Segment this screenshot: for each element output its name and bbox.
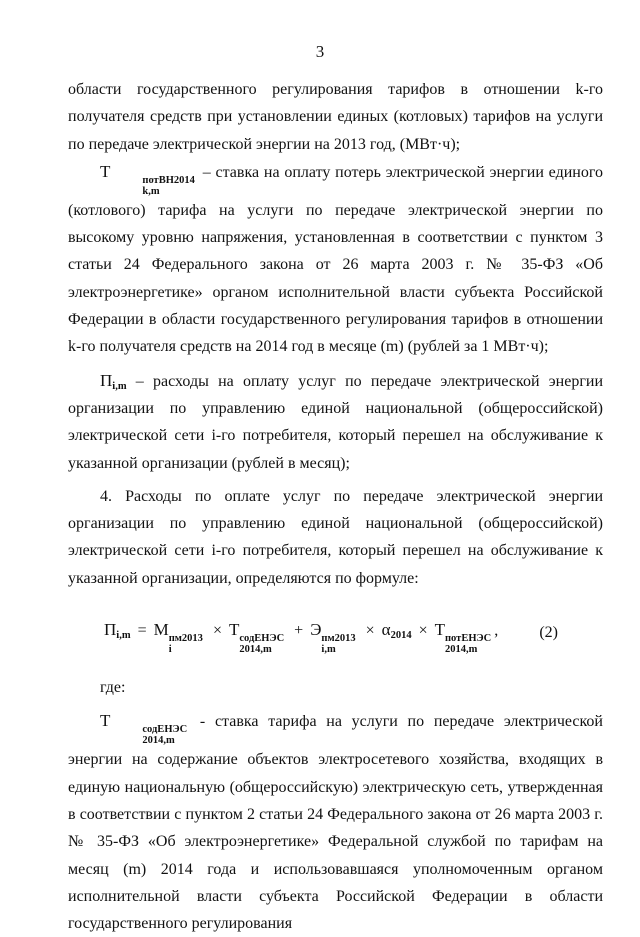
- paragraph-continuation: [68, 76, 603, 158]
- term-M-superscript: пм2013: [168, 633, 203, 645]
- formula-comma: ,: [494, 622, 499, 640]
- formula-term-T-sod: T: [228, 620, 240, 640]
- times-sign: ×: [365, 622, 375, 640]
- term-T-sod-subscript: 2014,m: [239, 644, 272, 656]
- symbol-T: T: [100, 161, 111, 181]
- formula-lhs-subscript: i,m: [116, 630, 131, 642]
- symbol-P: П: [100, 370, 113, 390]
- paragraph-text: области государственного регулирования тарифов в отношении k-го получателя средств при установлении единых (котловых) тарифов на услуги по передаче электрической энергии на 2013 год, (МВт·ч);: [68, 81, 603, 153]
- symbol-indices: [110, 724, 187, 746]
- term-T-sod-indices: [239, 633, 284, 655]
- formula-block: [68, 612, 603, 656]
- where-text: где:: [100, 679, 126, 697]
- symbol-T: T: [100, 711, 111, 731]
- term-E-superscript: пм2013: [321, 633, 356, 645]
- definition-expenses: [68, 367, 603, 477]
- paragraph-item-4: [68, 483, 603, 592]
- formula-term-alpha: α: [381, 620, 391, 640]
- formula-number: (2): [539, 624, 558, 642]
- page-number: 3: [315, 42, 325, 61]
- term-T-sod-superscript: содЕНЭС: [239, 633, 285, 645]
- term-M-indices: [169, 633, 203, 655]
- term-T-pot-subscript: 2014,m: [445, 644, 478, 656]
- where-label: [68, 674, 603, 701]
- formula-term-E: Э: [310, 620, 322, 640]
- formula: [104, 620, 498, 655]
- plus-sign: +: [294, 622, 304, 640]
- definition-maintenance-rate: [68, 707, 603, 937]
- term-T-pot-superscript: потЕНЭС: [445, 633, 492, 645]
- symbol-subscript: i,m: [112, 380, 127, 392]
- formula-term-T-pot: T: [434, 620, 445, 640]
- term-M-subscript: i: [168, 644, 172, 656]
- term-T-pot-indices: [445, 633, 491, 655]
- symbol-superscript: потВН2014: [142, 174, 195, 186]
- definition-text: - ставка тарифа на услуги по передаче электрической энергии на содержание объектов электросетевого хозяйства, входящих в единую национальную (общероссийскую) электрическую сеть, утвержденная в соответствии с пунктом 2 статьи 24 Федерального закона от 26 марта 2003 г. № 35-ФЗ «Об электроэнергетике» Федеральной службой по тарифам на месяц (m) 2014 года и использовавшаяся уполномоченным органом исполнительной власти субъекта Российской Федерации в области государственного регулирования: [68, 713, 603, 933]
- paragraph-text: 4. Расходы по оплате услуг по передаче электрической энергии организации по управлению единой национальной (общероссийской) электрической сети i-го потребителя, который перешел на обслуживание к указанной организации, определяются по формуле:: [68, 487, 603, 587]
- formula-lhs-symbol: П: [104, 620, 117, 640]
- term-alpha-subscript: 2014: [390, 630, 412, 642]
- definition-text: – расходы на оплату услуг по передаче электрической энергии организации по управлению единой национальной (общероссийской) электрической сети i-го потребителя, который перешел на обслуживание к указанной организации (рублей в месяц);: [68, 372, 603, 472]
- definition-text: – ставка на оплату потерь электрической энергии единого (котлового) тарифа на услуги по передаче электрической энергии по высокому уровню напряжения, установленная в соответствии с пунктом 3 статьи 24 Федерального закона от 26 марта 2003 г. № 35-ФЗ «Об электроэнергетике» органом исполнительной власти субъекта Российской Федерации в области государственного регулирования тарифов в отношении k-го получателя средств на 2014 год в месяце (m) (рублей за 1 МВт·ч);: [68, 163, 603, 356]
- formula-term-M: M: [153, 620, 169, 640]
- symbol-subscript: 2014,m: [142, 735, 175, 747]
- times-sign: ×: [418, 622, 428, 640]
- definition-loss-rate: [68, 158, 603, 361]
- symbol-subscript: k,m: [142, 185, 160, 197]
- symbol-superscript: содЕНЭС: [142, 724, 188, 736]
- times-sign: ×: [212, 622, 222, 640]
- symbol-indices: [110, 175, 195, 197]
- term-E-subscript: i,m: [321, 644, 336, 656]
- term-E-indices: [321, 633, 355, 655]
- document-body: [68, 76, 603, 937]
- equals-sign: =: [137, 622, 147, 640]
